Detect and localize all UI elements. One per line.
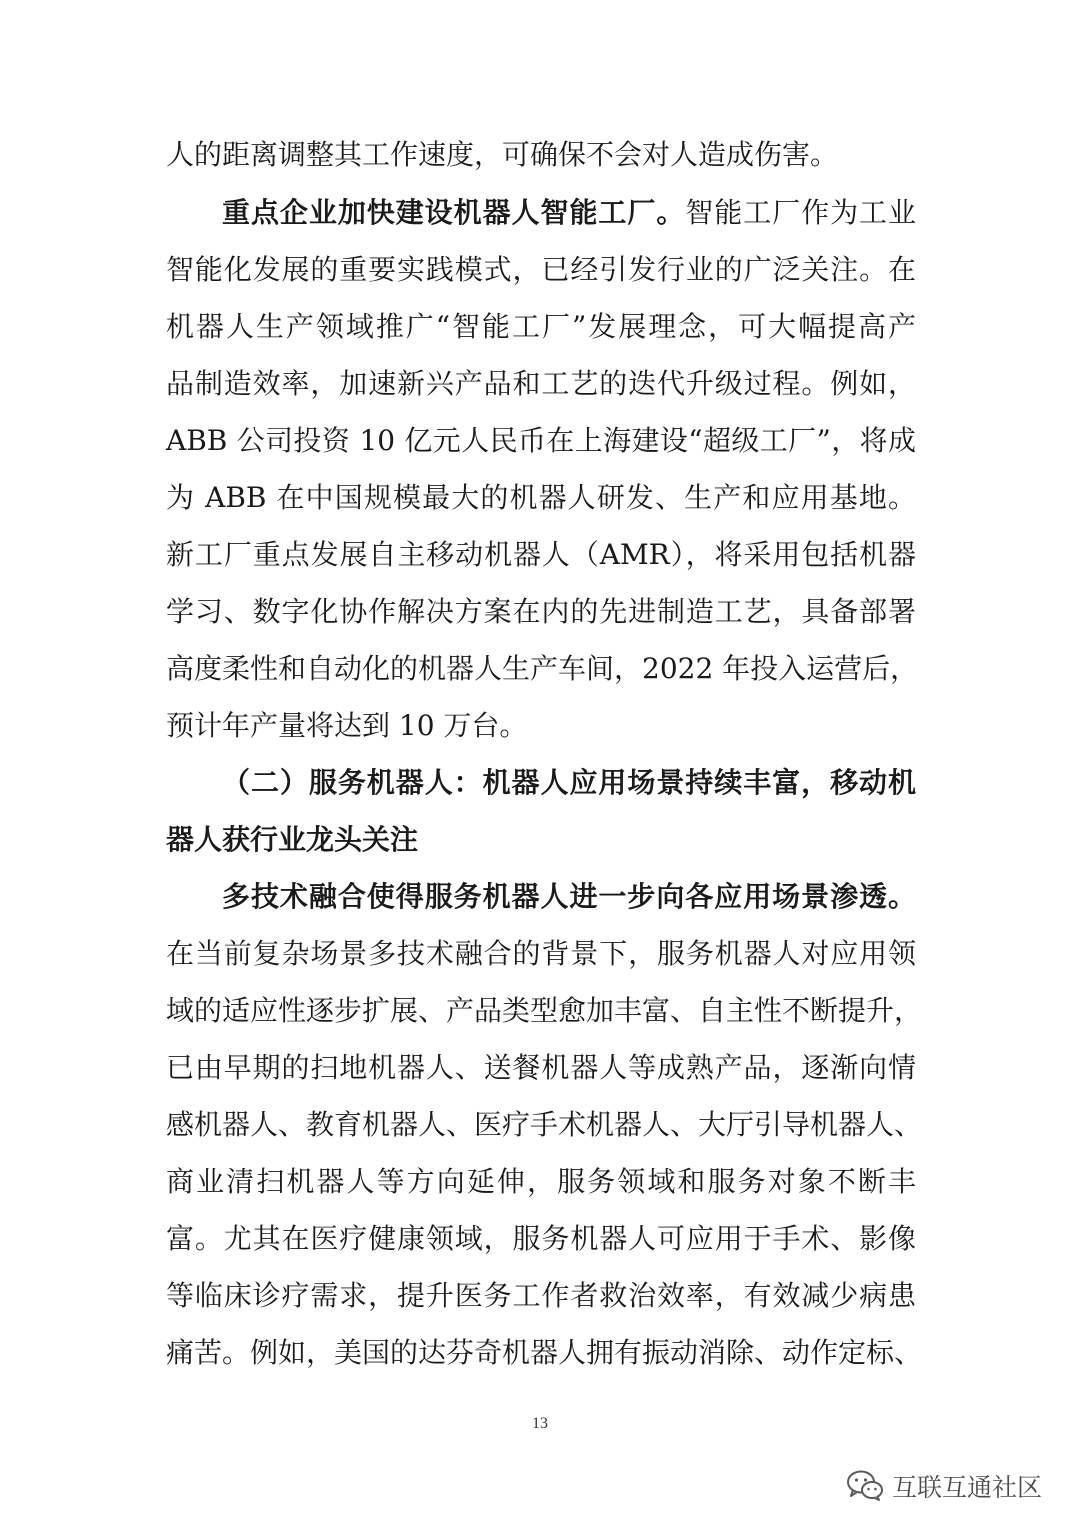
line-text: 智能工厂作为工业	[685, 196, 916, 229]
paragraph-line	[222, 193, 916, 233]
paragraph-line: 富。尤其在医疗健康领域，服务机器人可应用于手术、影像	[166, 1222, 916, 1255]
wechat-icon	[846, 1469, 884, 1503]
page-number: 13	[532, 1415, 548, 1432]
paragraph-line: 机器人生产领域推广“智能工厂”发展理念，可大幅提高产	[166, 310, 916, 343]
watermark-label: 互联互通社区	[891, 1473, 1042, 1502]
watermark	[846, 1466, 1042, 1506]
bold-lead-in: 重点企业加快建设机器人智能工厂。	[222, 196, 686, 229]
paragraph-line: 已由早期的扫地机器人、送餐机器人等成熟产品，逐渐向情	[166, 1051, 916, 1084]
paragraph-line: 人的距离调整其工作速度，可确保不会对人造成伤害。	[166, 138, 839, 171]
paragraph-line: 感机器人、教育机器人、医疗手术机器人、大厅引导机器人、	[166, 1108, 923, 1141]
paragraph-line: 等临床诊疗需求，提升医务工作者救治效率，有效减少病患	[166, 1279, 916, 1312]
paragraph-line: 品制造效率，加速新兴产品和工艺的迭代升级过程。例如，	[166, 367, 916, 400]
paragraph-line: 高度柔性和自动化的机器人生产车间，2022 年投入运营后，	[166, 652, 919, 685]
paragraph-line: 预计年产量将达到 10 万台。	[166, 709, 528, 742]
paragraph-line: 商业清扫机器人等方向延伸，服务领域和服务对象不断丰	[166, 1165, 916, 1198]
paragraph-line: 新工厂重点发展自主移动机器人（AMR），将采用包括机器	[166, 538, 916, 571]
paragraph-line: 域的适应性逐步扩展、产品类型愈加丰富、自主性不断提升，	[166, 994, 923, 1027]
section-heading: （二）服务机器人：机器人应用场景持续丰富，移动机	[222, 766, 916, 799]
paragraph-line: 智能化发展的重要实践模式，已经引发行业的广泛关注。在	[166, 253, 916, 286]
paragraph-line: 为 ABB 在中国规模最大的机器人研发、生产和应用基地。	[166, 481, 916, 514]
paragraph-line: 学习、数字化协作解决方案在内的先进制造工艺，具备部署	[166, 595, 916, 628]
paragraph-line: 在当前复杂场景多技术融合的背景下，服务机器人对应用领	[166, 937, 916, 970]
paragraph-lead: 多技术融合使得服务机器人进一步向各应用场景渗透。	[222, 880, 916, 913]
paragraph-line: ABB 公司投资 10 亿元人民币在上海建设“超级工厂”，将成	[166, 424, 916, 457]
paragraph-line: 痛苦。例如，美国的达芬奇机器人拥有振动消除、动作定标、	[166, 1336, 923, 1369]
section-heading: 器人获行业龙头关注	[166, 823, 419, 856]
